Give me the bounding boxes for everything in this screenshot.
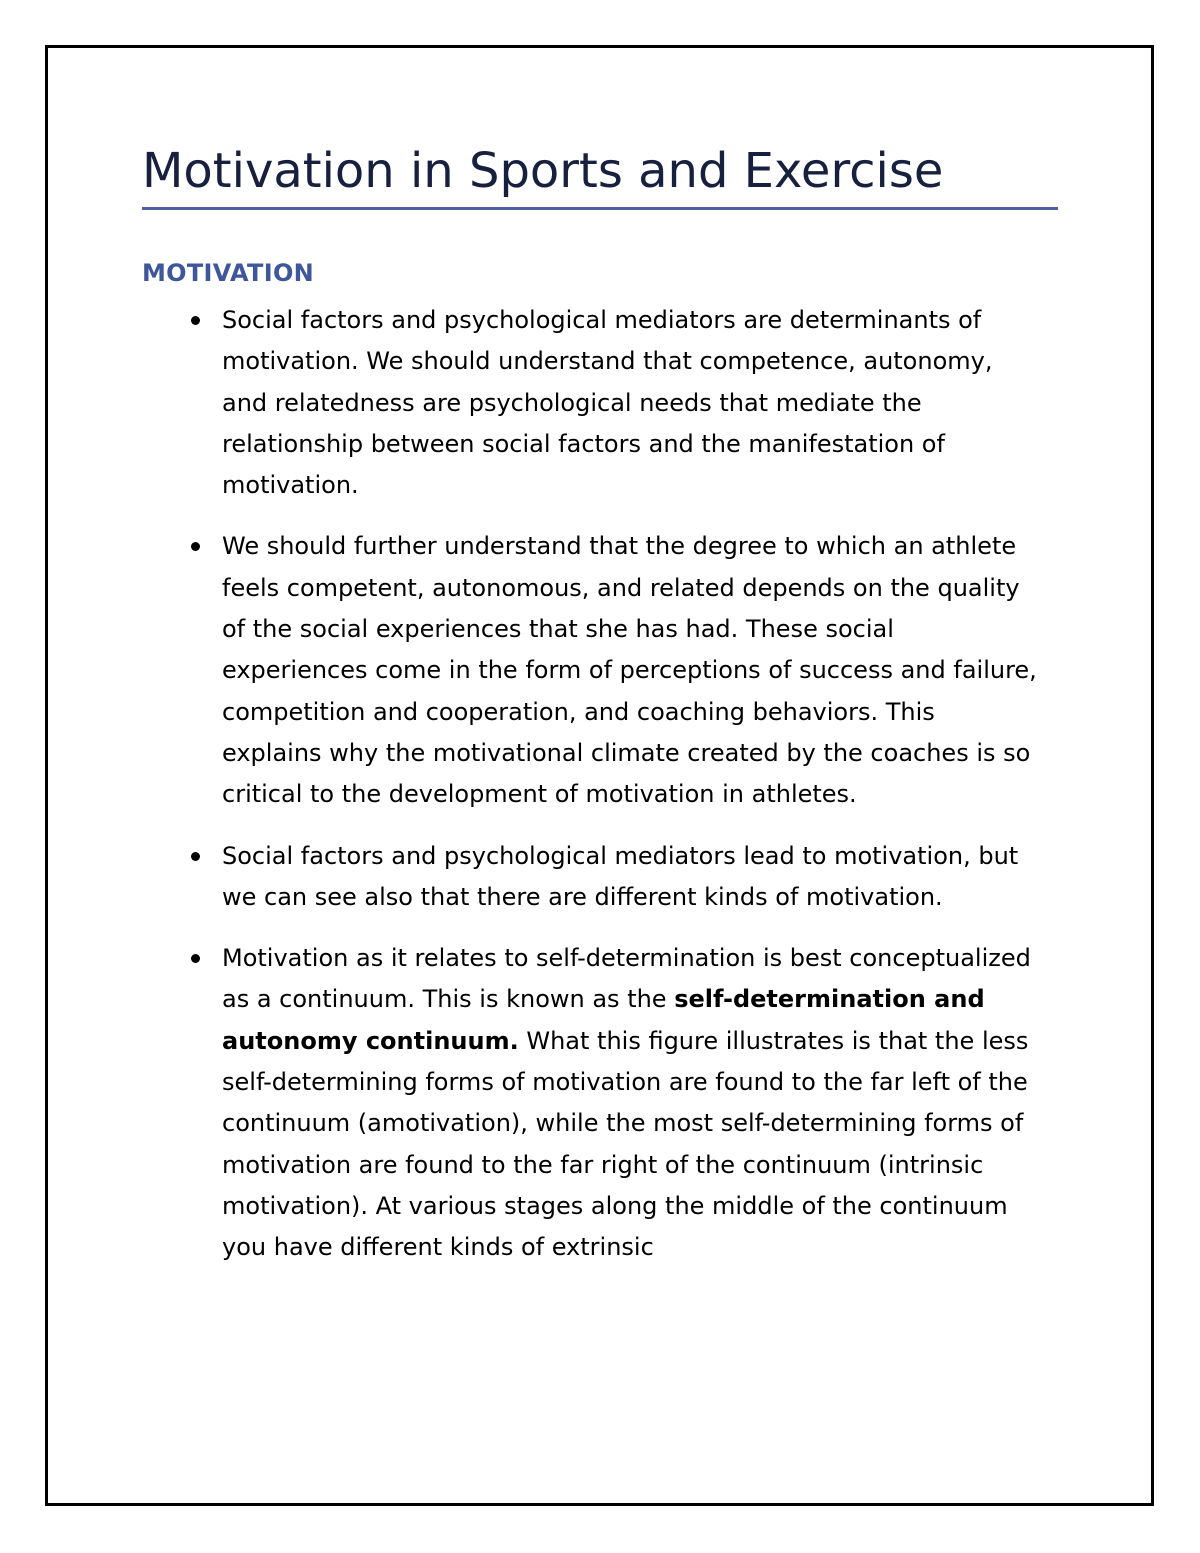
section-heading: MOTIVATION xyxy=(142,259,315,287)
list-item xyxy=(142,836,1042,919)
bullet-text-lead: Motivation as it relates to self-determination is best conceptualized as a continuum. This is known as the xyxy=(222,944,1031,1014)
bold-term: self-determination and autonomy continuum. xyxy=(222,985,985,1055)
page-title: Motivation in Sports and Exercise xyxy=(142,143,944,199)
bullet-icon xyxy=(191,316,200,325)
title-underline xyxy=(142,207,1058,210)
bullet-text xyxy=(222,938,1037,1268)
bullet-list xyxy=(142,300,1042,1289)
bullet-text: Social factors and psychological mediators are determinants of motivation. We should understand that competence, autonomy, and relatedness are psychological needs that mediate the relationship between social factors and the manifestation of motivation. xyxy=(222,306,993,500)
list-item xyxy=(142,526,1042,815)
bullet-icon xyxy=(191,852,200,861)
bullet-text: We should further understand that the degree to which an athlete feels competent, autonomous, and related depends on the quality of the social experiences that she has had. These social experiences come in the form of perceptions of success and failure, competition and cooperation, and coaching behaviors. This explains why the motivational climate created by the coaches is so critical to the development of motivation in athletes. xyxy=(222,532,1037,809)
list-item xyxy=(142,938,1042,1268)
bullet-text-tail: What this figure illustrates is that the less self-determining forms of motivation are found to the far left of the continuum (amotivation), while the most self-determining forms of motivation are found to the far right of the continuum (intrinsic motivation). At various stages along the middle of the continuum you have different kinds of extrinsic xyxy=(222,1026,1029,1262)
bullet-icon xyxy=(191,542,200,551)
bullet-icon xyxy=(191,954,200,963)
bullet-text: Social factors and psychological mediators lead to motivation, but we can see also that there are different kinds of motivation. xyxy=(222,841,1019,911)
list-item xyxy=(142,300,1042,506)
